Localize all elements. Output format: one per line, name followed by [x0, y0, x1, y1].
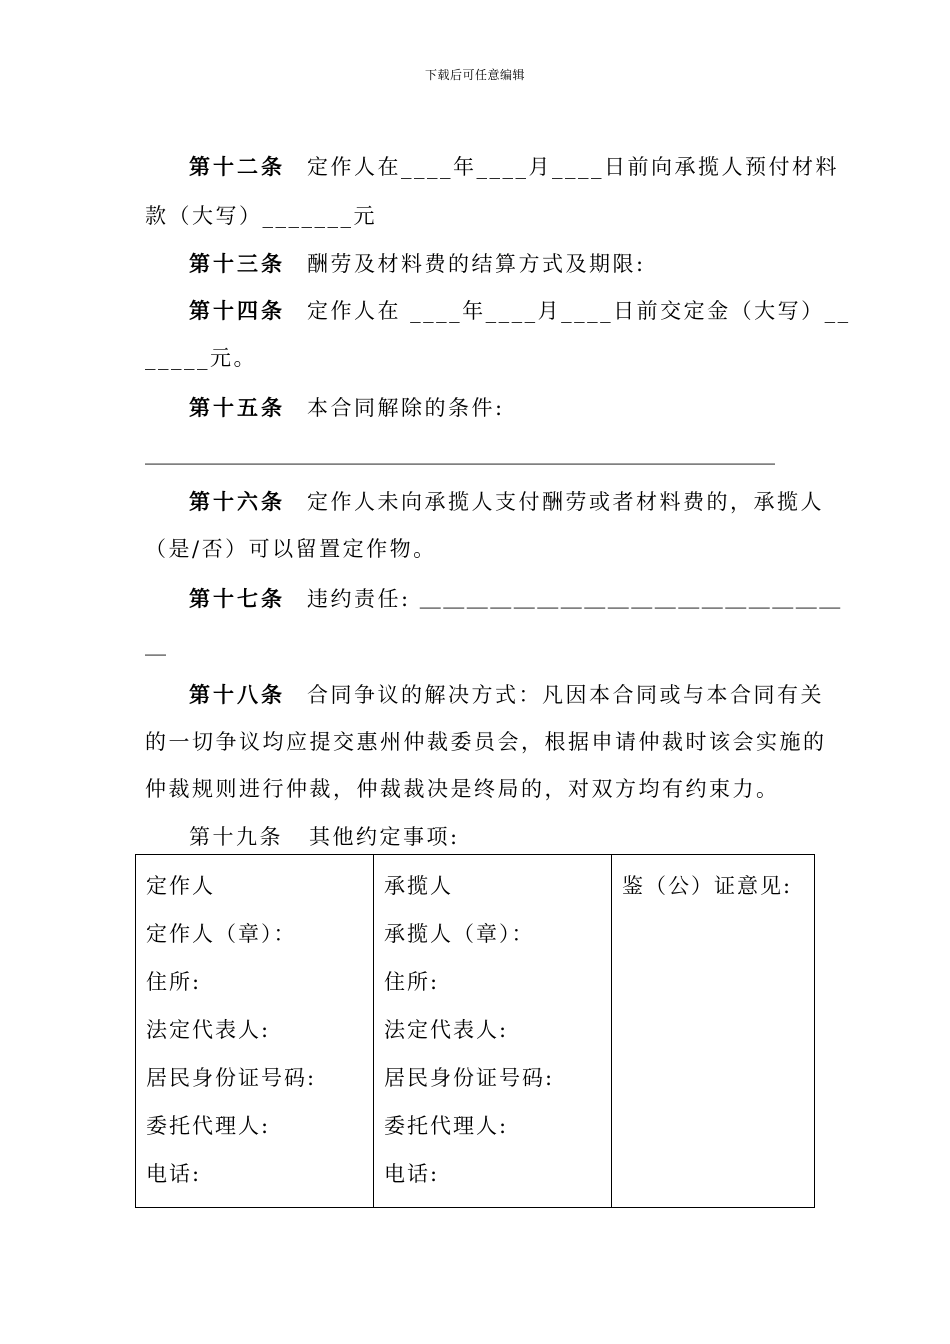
ordering-party-agent: 委托代理人: [146, 1114, 271, 1138]
article-18-label: 第十八条 [189, 682, 285, 707]
article-18-line-1 [189, 680, 824, 710]
signature-table [135, 854, 815, 1208]
article-16-label: 第十六条 [189, 489, 285, 514]
notary-cell [612, 855, 815, 1208]
contractor-title: 承揽人 [384, 874, 453, 898]
ordering-party-cell [136, 855, 374, 1208]
article-16-line-2: （是/否）可以留置定作物。 [145, 537, 437, 561]
article-15-label: 第十五条 [189, 395, 285, 420]
notary-opinion-label: 鉴（公）证意见: [622, 874, 793, 898]
article-14-line-2: _____元。 [145, 346, 257, 370]
article-16-text-1: 定作人未向承揽人支付酬劳或者材料费的，承揽人 [307, 490, 824, 514]
article-12-line-1 [189, 152, 839, 182]
article-14-line-1 [189, 296, 851, 326]
ordering-party-phone: 电话: [146, 1162, 202, 1186]
article-17-label: 第十七条 [189, 586, 285, 611]
article-17-line-2: ＿ [145, 634, 169, 658]
ordering-party-title: 定作人 [146, 874, 215, 898]
article-12-text-1: 定作人在____年____月____日前向承揽人预付材料 [307, 155, 839, 179]
article-13-line-1 [189, 249, 646, 279]
article-12-label: 第十二条 [189, 154, 285, 179]
ordering-party-id-number: 居民身份证号码: [146, 1066, 317, 1090]
contractor-legal-rep: 法定代表人: [384, 1018, 509, 1042]
article-15-blank-line: ＿＿＿＿＿＿＿＿＿＿＿＿＿＿＿＿＿＿＿＿＿＿＿＿＿＿＿＿＿＿ [145, 443, 775, 467]
article-19-line-1 [189, 822, 460, 852]
contractor-agent: 委托代理人: [384, 1114, 509, 1138]
article-14-label: 第十四条 [189, 298, 285, 323]
article-15-line-1 [189, 393, 505, 423]
ordering-party-seal: 定作人（章）： [146, 922, 297, 946]
ordering-party-address: 住所: [146, 970, 202, 994]
contractor-phone: 电话: [384, 1162, 440, 1186]
article-16-line-1 [189, 487, 824, 517]
article-13-text-1: 酬劳及材料费的结算方式及期限: [307, 252, 646, 276]
page-header: 下载后可任意编辑 [424, 68, 525, 82]
article-18-line-2: 的一切争议均应提交惠州仲裁委员会，根据申请仲裁时该会实施的 [145, 730, 827, 754]
article-17-text-1: 违约责任: ＿＿＿＿＿＿＿＿＿＿＿＿＿＿＿＿＿＿ [307, 587, 843, 611]
ordering-party-legal-rep: 法定代表人: [146, 1018, 271, 1042]
article-15-text-1: 本合同解除的条件: [307, 396, 505, 420]
contractor-address: 住所: [384, 970, 440, 994]
article-19-label: 第十九条 [189, 825, 283, 849]
contractor-id-number: 居民身份证号码: [384, 1066, 555, 1090]
article-18-text-1: 合同争议的解决方式：凡因本合同或与本合同有关 [307, 683, 824, 707]
article-12-line-2: 款（大写）_______元 [145, 204, 377, 228]
article-17-line-1 [189, 584, 843, 614]
contractor-seal: 承揽人（章）： [384, 922, 535, 946]
article-14-text-1: 定作人在 ____年____月____日前交定金（大写）__ [307, 299, 851, 323]
article-19-text-1: 其他约定事项: [309, 825, 460, 849]
article-13-label: 第十三条 [189, 251, 285, 276]
article-18-line-3: 仲裁规则进行仲裁，仲裁裁决是终局的，对双方均有约束力。 [145, 777, 780, 801]
contractor-cell [374, 855, 612, 1208]
